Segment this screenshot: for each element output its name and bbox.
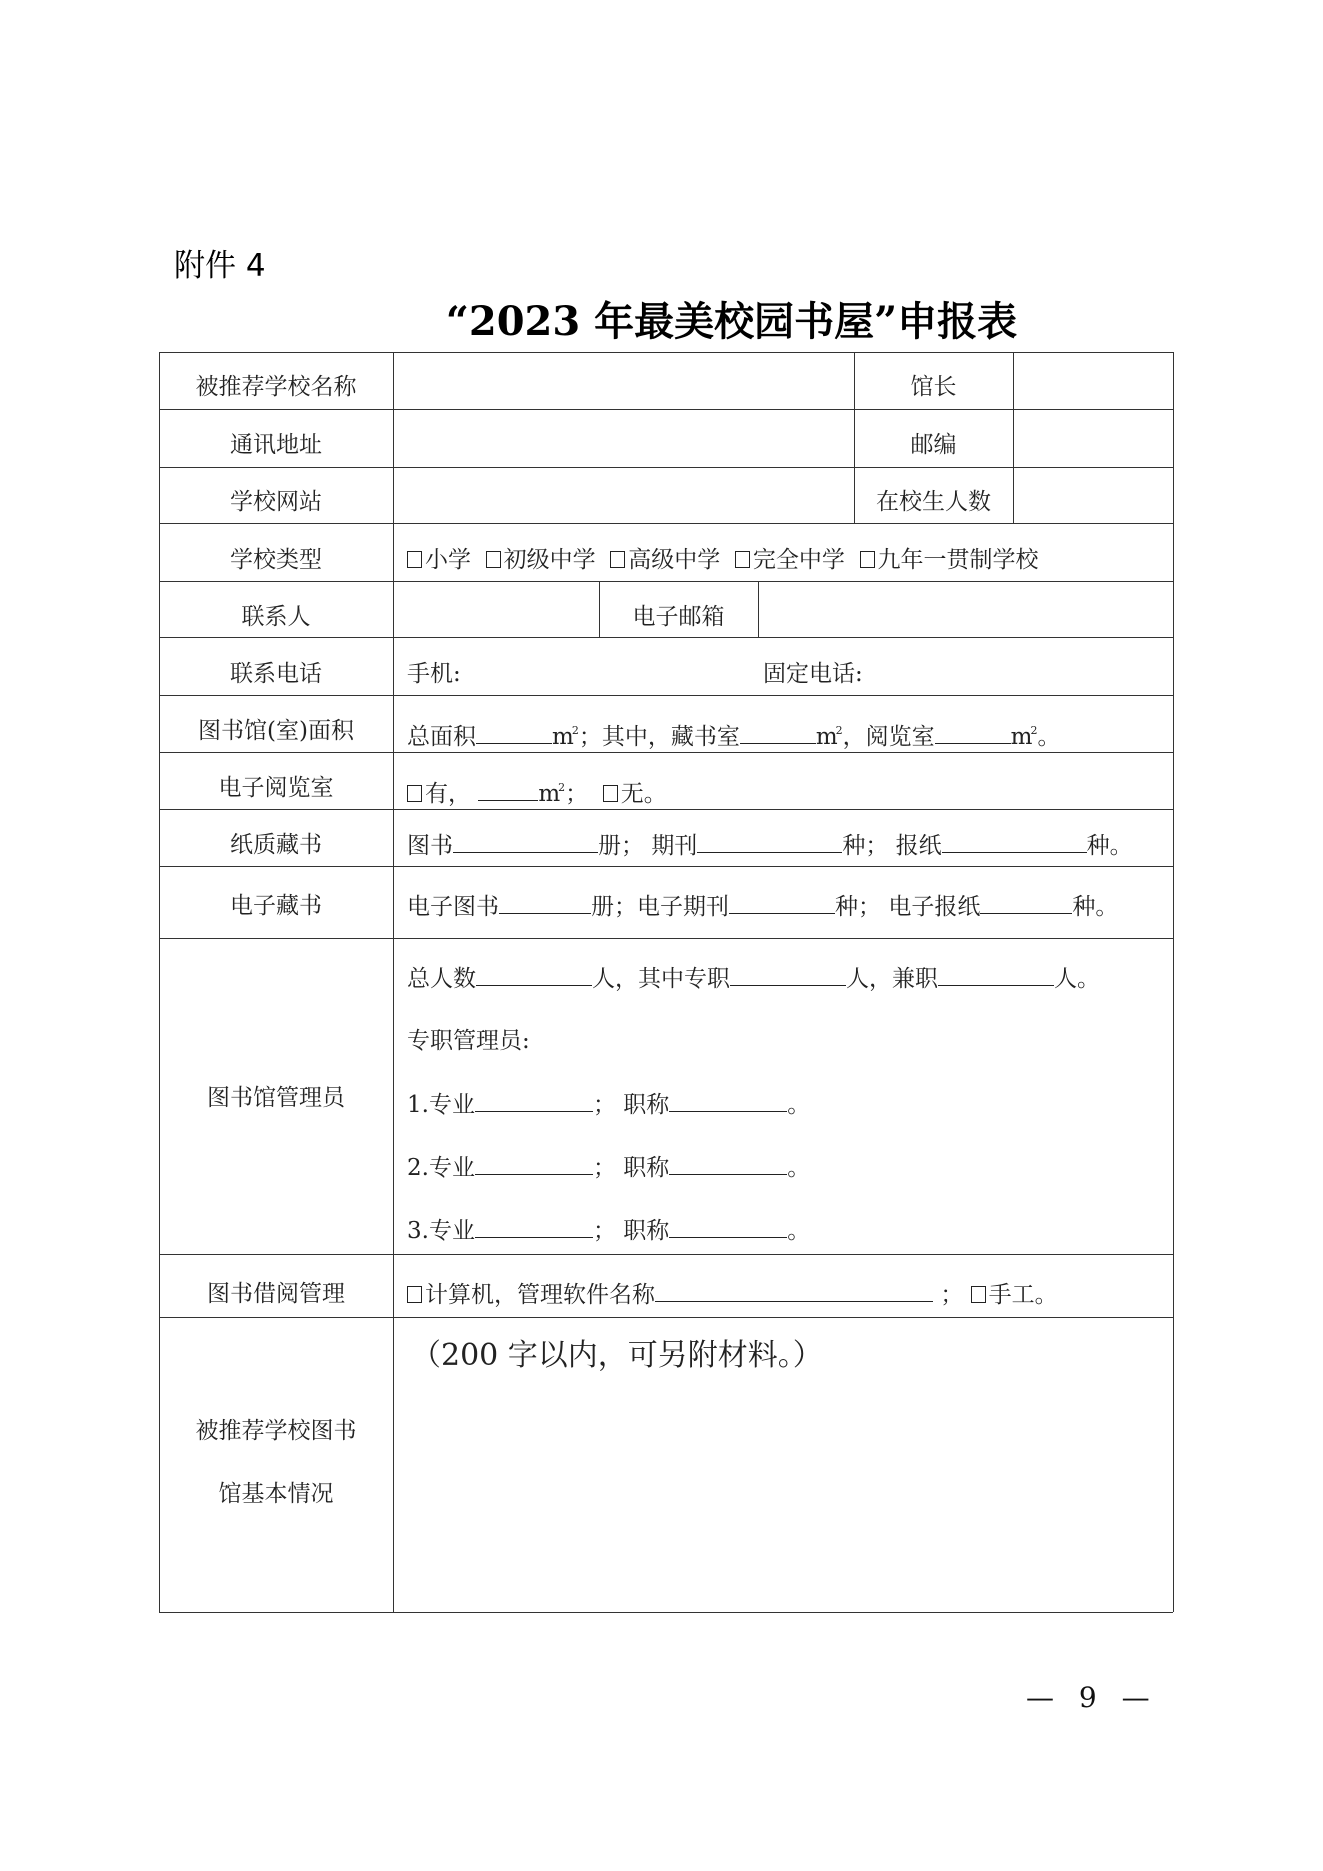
paper-collection-label: 纸质藏书 (230, 832, 322, 858)
paper-collection-line: 图书 册； 期刊 种； 报纸 种。 (407, 833, 1133, 859)
website-label: 学校网站 (230, 489, 322, 515)
paper-newspapers-blank[interactable] (942, 832, 1087, 853)
paper-books-blank[interactable] (453, 832, 598, 853)
computer-checkbox[interactable] (407, 1286, 422, 1303)
checkbox-icon[interactable] (486, 551, 501, 568)
director-field[interactable] (1015, 354, 1171, 408)
librarian-2-major-blank[interactable] (475, 1154, 593, 1175)
postcode-label: 邮编 (910, 432, 957, 458)
e-journals-blank[interactable] (729, 893, 835, 914)
library-area-line: 总面积 $m^2$；其中，藏书室 $m^2$，阅览室 $m^2$。 (407, 724, 1061, 750)
label-column-divider (393, 352, 394, 1612)
row-divider (159, 695, 1173, 696)
address-label: 通讯地址 (230, 432, 322, 458)
checkbox-icon[interactable] (610, 551, 625, 568)
mobile-label: 手机: (407, 661, 461, 687)
librarian-count-line: 总人数 人，其中专职 人，兼职 人。 (407, 966, 1100, 992)
parttime-librarians-blank[interactable] (938, 965, 1054, 986)
school-type-option[interactable]: 九年一贯制学校 (860, 547, 1039, 573)
email-label-divider-right (758, 581, 759, 637)
row-divider (159, 409, 1173, 410)
row-divider (159, 1254, 1173, 1255)
school-type-label: 学校类型 (230, 547, 322, 573)
table-border-right (1173, 352, 1174, 1612)
librarian-1-major-blank[interactable] (475, 1091, 593, 1112)
row-divider (159, 809, 1173, 810)
school-type-option[interactable]: 完全中学 (735, 547, 845, 573)
librarian-3-major-blank[interactable] (475, 1217, 593, 1238)
manual-checkbox[interactable] (971, 1286, 986, 1303)
fulltime-librarians-blank[interactable] (730, 965, 846, 986)
librarian-2-title-blank[interactable] (669, 1154, 787, 1175)
email-field[interactable] (760, 583, 1171, 636)
librarian-entry: 3.专业 ； 职称 。 (407, 1218, 811, 1244)
overview-note: （200 字以内，可另附材料。） (411, 1338, 823, 1373)
librarian-entry: 1.专业 ； 职称 。 (407, 1092, 811, 1118)
school-name-label: 被推荐学校名称 (195, 374, 357, 400)
school-type-option[interactable]: 小学 (407, 547, 471, 573)
email-label: 电子邮箱 (632, 604, 725, 630)
total-librarians-blank[interactable] (476, 965, 592, 986)
phone-label: 联系电话 (230, 661, 322, 687)
school-type-options (407, 547, 1039, 573)
e-reading-no-checkbox[interactable] (603, 785, 618, 802)
director-label: 馆长 (910, 374, 957, 400)
circulation-label: 图书借阅管理 (207, 1281, 345, 1307)
school-name-field[interactable] (395, 354, 853, 408)
row-divider (159, 523, 1173, 524)
school-type-option[interactable]: 高级中学 (610, 547, 720, 573)
librarian-1-title-blank[interactable] (669, 1091, 787, 1112)
overview-label-line2: 馆基本情况 (218, 1481, 334, 1507)
right-value-divider (1013, 352, 1014, 523)
fulltime-heading: 专职管理员: (407, 1028, 530, 1054)
e-reading-room-line: 有， $m^2$； 无。 (407, 775, 667, 807)
row-divider (159, 581, 1173, 582)
postcode-field[interactable] (1015, 411, 1171, 466)
overview-field[interactable] (395, 1382, 1171, 1610)
website-field[interactable] (395, 469, 853, 522)
student-count-label: 在校生人数 (876, 489, 991, 515)
librarian-entry: 2.专业 ； 职称 。 (407, 1155, 811, 1181)
checkbox-icon[interactable] (860, 551, 875, 568)
e-books-blank[interactable] (499, 893, 591, 914)
table-border-bottom (159, 1612, 1173, 1613)
row-divider (159, 866, 1173, 867)
page-number: — 9 — (1026, 1681, 1158, 1714)
e-reading-yes-checkbox[interactable] (407, 785, 422, 802)
row-divider (159, 938, 1173, 939)
librarian-3-title-blank[interactable] (669, 1217, 787, 1238)
row-divider (159, 467, 1173, 468)
reading-room-area-blank[interactable] (935, 723, 1011, 744)
librarians-label: 图书馆管理员 (207, 1085, 345, 1111)
e-collection-label: 电子藏书 (230, 893, 322, 919)
form-title: “2023 年最美校园书屋”申报表 (445, 298, 1018, 345)
contact-person-label: 联系人 (241, 604, 311, 630)
overview-label-line1: 被推荐学校图书 (195, 1418, 357, 1444)
e-reading-area-blank[interactable] (478, 780, 538, 801)
contact-person-field[interactable] (395, 583, 598, 636)
row-divider (159, 752, 1173, 753)
e-newspapers-blank[interactable] (980, 893, 1072, 914)
total-area-blank[interactable] (476, 723, 552, 744)
application-form-table (159, 352, 1173, 1612)
paper-journals-blank[interactable] (697, 832, 842, 853)
checkbox-icon[interactable] (407, 551, 422, 568)
checkbox-icon[interactable] (735, 551, 750, 568)
student-count-field[interactable] (1015, 469, 1171, 522)
library-area-label: 图书馆(室)面积 (198, 718, 354, 744)
table-border-top (159, 352, 1173, 353)
school-type-option[interactable]: 初级中学 (486, 547, 596, 573)
row-divider (159, 1317, 1173, 1318)
row-divider (159, 637, 1173, 638)
landline-label: 固定电话: (763, 661, 863, 687)
address-field[interactable] (395, 411, 853, 466)
e-collection-line: 电子图书 册；电子期刊 种； 电子报纸 种。 (407, 894, 1119, 920)
software-name-blank[interactable] (655, 1281, 933, 1302)
attachment-label: 附件 4 (174, 248, 266, 284)
e-reading-room-label: 电子阅览室 (218, 775, 334, 801)
stack-room-area-blank[interactable] (740, 723, 816, 744)
circulation-line: 计算机，管理软件名称 ； 手工。 (407, 1281, 1058, 1308)
